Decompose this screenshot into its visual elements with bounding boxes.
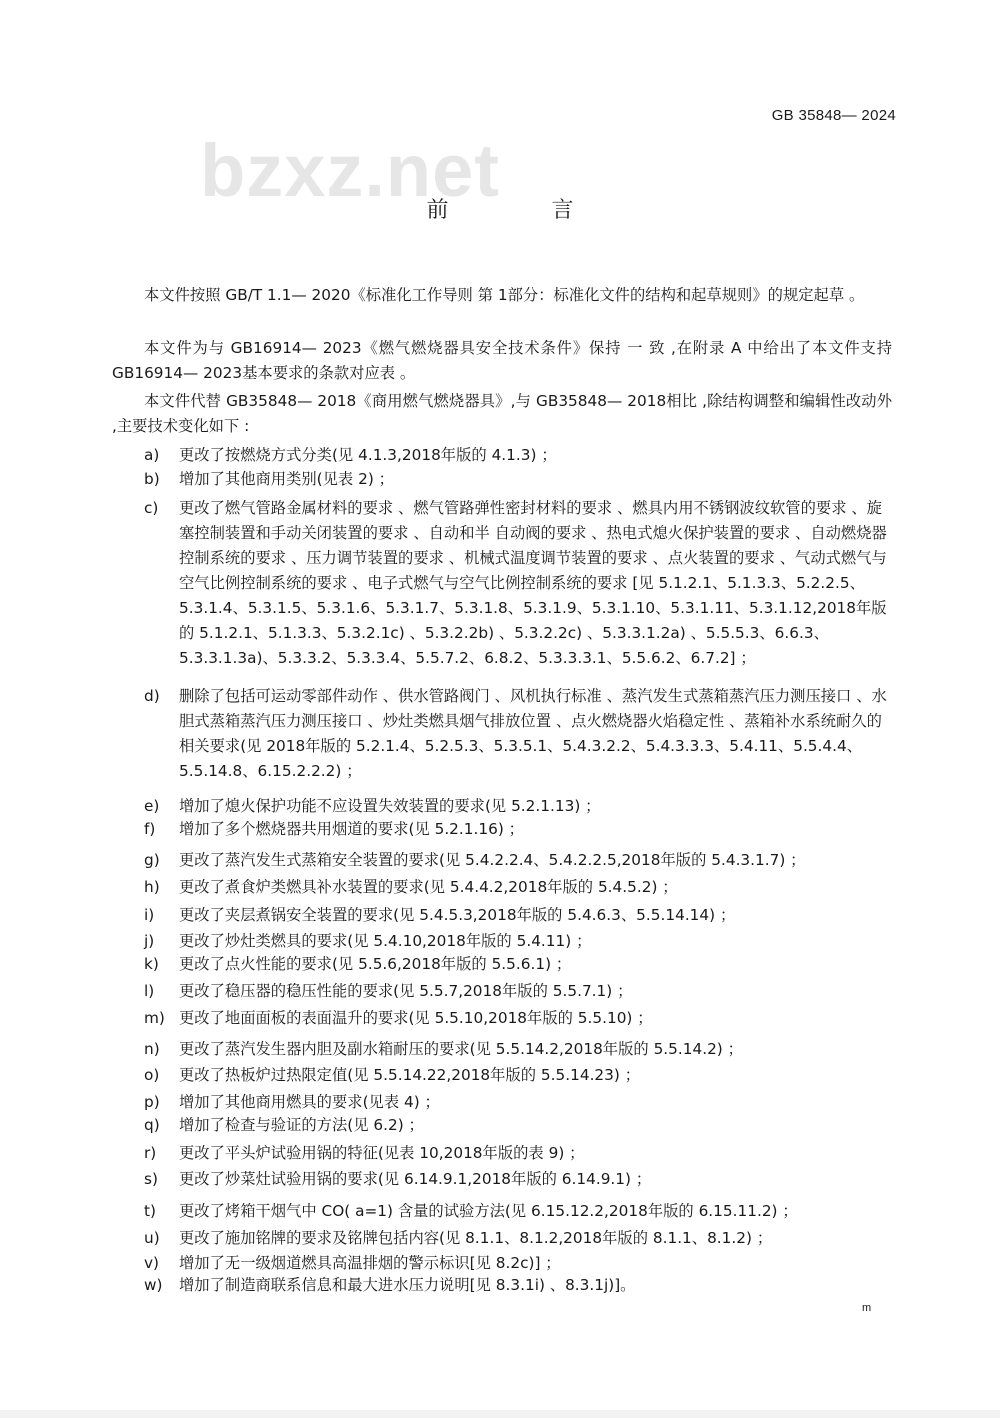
paragraph-2: 本文件为与 GB16914— 2023《燃气燃烧器具安全技术条件》保持 一 致 ,在附录 A 中给出了本文件支持 GB16914— 2023基本要求的条款对应表 。 <box>112 339 892 382</box>
list-item-label: f) <box>144 820 156 838</box>
list-item <box>144 1063 894 1088</box>
list-item-text: 增加了检查与验证的方法(见 6.2) ； <box>179 1116 424 1134</box>
standard-code: GB 35848— 2024 <box>771 107 896 124</box>
list-item-text: 增加了无一级烟道燃具高温排烟的警示标识[见 8.2c)] ； <box>179 1254 561 1272</box>
page-bottom-edge <box>0 1410 1000 1418</box>
list-item-text: 更改了夹层煮锅安全装置的要求(见 5.4.5.3,2018年版的 5.4.6.3、5.5.14.14) ； <box>179 906 736 924</box>
list-item <box>144 875 894 900</box>
list-item-label: w) <box>144 1276 163 1294</box>
list-item <box>144 684 894 784</box>
paragraph-3: 本文件代替 GB35848— 2018《商用燃气燃烧器具》,与 GB35848— 2018相比 ,除结构调整和编辑性改动外 ,主要技术变化如下 : <box>112 392 892 435</box>
list-item-label: l) <box>144 982 155 1000</box>
list-item-text: 更改了点火性能的要求(见 5.5.6,2018年版的 5.5.6.1) ； <box>179 955 572 973</box>
page-title: 前 言 <box>426 198 622 223</box>
list-item <box>144 929 894 954</box>
list-item <box>144 1113 894 1138</box>
list-item-label: i) <box>144 906 155 924</box>
list-item <box>144 1226 894 1251</box>
list-item-text: 增加了其他商用燃具的要求(见表 4) ； <box>179 1093 440 1111</box>
list-item-text: 更改了热板炉过热限定值(见 5.5.14.22,2018年版的 5.5.14.23) ； <box>179 1066 641 1084</box>
list-item-text: 增加了制造商联系信息和最大进水压力说明[见 8.3.1i) 、8.3.1j)]。 <box>179 1276 636 1294</box>
list-item <box>144 1141 894 1166</box>
list-item-label: k) <box>144 955 159 973</box>
list-item-label: r) <box>144 1144 157 1162</box>
list-item <box>144 496 894 671</box>
list-item-text: 更改了煮食炉类燃具补水装置的要求(见 5.4.4.2,2018年版的 5.4.5.2) ； <box>179 878 678 896</box>
list-item-label: a) <box>144 446 160 464</box>
list-item-text: 增加了多个燃烧器共用烟道的要求(见 5.2.1.16) ； <box>179 820 524 838</box>
list-item-text: 更改了按燃烧方式分类(见 4.1.3,2018年版的 4.1.3) ； <box>179 446 557 464</box>
list-item-label: h) <box>144 878 160 896</box>
list-item-label: t) <box>144 1202 156 1220</box>
list-item-text: 更改了蒸汽发生器内胆及副水箱耐压的要求(见 5.5.14.2,2018年版的 5.5.14.2) ； <box>179 1040 743 1058</box>
list-item-text: 更改了施加铭牌的要求及铭牌包括内容(见 8.1.1、8.1.2,2018年版的 8.1.1、8.1.2) ； <box>179 1229 773 1247</box>
list-item-label: q) <box>144 1116 160 1134</box>
list-item <box>144 1090 894 1115</box>
list-item-text: 更改了稳压器的稳压性能的要求(见 5.5.7,2018年版的 5.5.7.1) ； <box>179 982 633 1000</box>
list-item-text: 删除了包括可运动零部件动作 、供水管路阀门 、风机执行标准 、蒸汽发生式蒸箱蒸汽压力测压接口 、水胆式蒸箱蒸汽压力测压接口 、炒灶类燃具烟气排放位置 、点火燃烧器火焰稳定性 、蒸箱补水系统耐久的相关要求(见 2018年版的 5.2.1.4、5.2.5.3、5.3.5.1、5.4.3.2.2、5.4.3.3.3、5.4.11、5.5.4.4、5.5.14.8、6.15.2.2.2) ； <box>179 687 887 780</box>
list-item-text: 增加了其他商用类别(见表 2) ； <box>179 470 394 488</box>
list-item <box>144 1167 894 1192</box>
list-item <box>144 1273 894 1298</box>
list-item-text: 更改了蒸汽发生式蒸箱安全装置的要求(见 5.4.2.2.4、5.4.2.2.5,2018年版的 5.4.3.1.7) ； <box>179 851 806 869</box>
list-item-label: v) <box>144 1254 160 1272</box>
list-item-text: 更改了炒灶类燃具的要求(见 5.4.10,2018年版的 5.4.11) ； <box>179 932 592 950</box>
paragraph-1: 本文件按照 GB/T 1.1— 2020《标准化工作导则 第 1部分：标准化文件的结构和起草规则》的规定起草 。 <box>144 286 865 304</box>
list-item-text: 增加了熄火保护功能不应设置失效装置的要求(见 5.2.1.13) ； <box>179 797 601 815</box>
list-item <box>144 467 894 492</box>
list-item-label: c) <box>144 499 159 517</box>
list-item <box>144 903 894 928</box>
list-item-label: j) <box>144 932 155 950</box>
list-item <box>144 1006 894 1031</box>
list-item <box>144 979 894 1004</box>
list-item-label: b) <box>144 470 160 488</box>
list-item-text: 更改了烤箱干烟气中 CO( a=1) 含量的试验方法(见 6.15.12.2,2018年版的 6.15.11.2) ； <box>179 1202 798 1220</box>
list-item-label: o) <box>144 1066 160 1084</box>
list-item <box>144 1199 894 1224</box>
list-item-text: 更改了燃气管路金属材料的要求 、燃气管路弹性密封材料的要求 、燃具内用不锈钢波纹软管的要求 、旋塞控制装置和手动关闭装置的要求 、自动和半 自动阀的要求 、热电式熄火保护装置的要求 、自动燃烧器控制系统的要求 、压力调节装置的要求 、机械式温度调节装置的要求 、点火装置的要求 、气动式燃气与空气比例控制系统的要求 、电子式燃气与空气比例控制系统的要求 [见 5.1.2.1、5.1.3.3、5.2.2.5、5.3.1.4、5.3.1.5、5.3.1.6、5.3.1.7、5.3.1.8、5.3.1.9、5.3.1.10、5.3.1.11、5.3.1.12,2018年版的 5.1.2.1、5.1.3.3、5.3.2.1c) 、5.3.2.2b) 、5.3.2.2c) 、5.3.3.1.2a) 、5.5.5.3、6.6.3、5.3.3.1.3a)、5.3.3.2、5.3.3.4、5.5.7.2、6.8.2、5.3.3.3.1、5.5.6.2、6.7.2] ； <box>179 499 887 667</box>
list-item-label: m) <box>144 1009 165 1027</box>
list-item <box>144 794 894 819</box>
list-item <box>144 848 894 873</box>
list-item-text: 更改了炒菜灶试验用锅的要求(见 6.14.9.1,2018年版的 6.14.9.1) ； <box>179 1170 652 1188</box>
list-item-label: e) <box>144 797 160 815</box>
list-item-label: p) <box>144 1093 160 1111</box>
watermark: bzxz.net <box>200 129 500 212</box>
page-number: m <box>862 1302 872 1314</box>
list-item <box>144 817 894 842</box>
list-item-label: s) <box>144 1170 158 1188</box>
list-item-label: d) <box>144 687 160 705</box>
list-item-text: 更改了平头炉试验用锅的特征(见表 10,2018年版的表 9) ； <box>179 1144 585 1162</box>
list-item <box>144 443 894 468</box>
list-item-label: g) <box>144 851 160 869</box>
list-item <box>144 952 894 977</box>
list-item <box>144 1037 894 1062</box>
list-item-label: n) <box>144 1040 160 1058</box>
list-item-label: u) <box>144 1229 160 1247</box>
list-item-text: 更改了地面面板的表面温升的要求(见 5.5.10,2018年版的 5.5.10) ； <box>179 1009 653 1027</box>
